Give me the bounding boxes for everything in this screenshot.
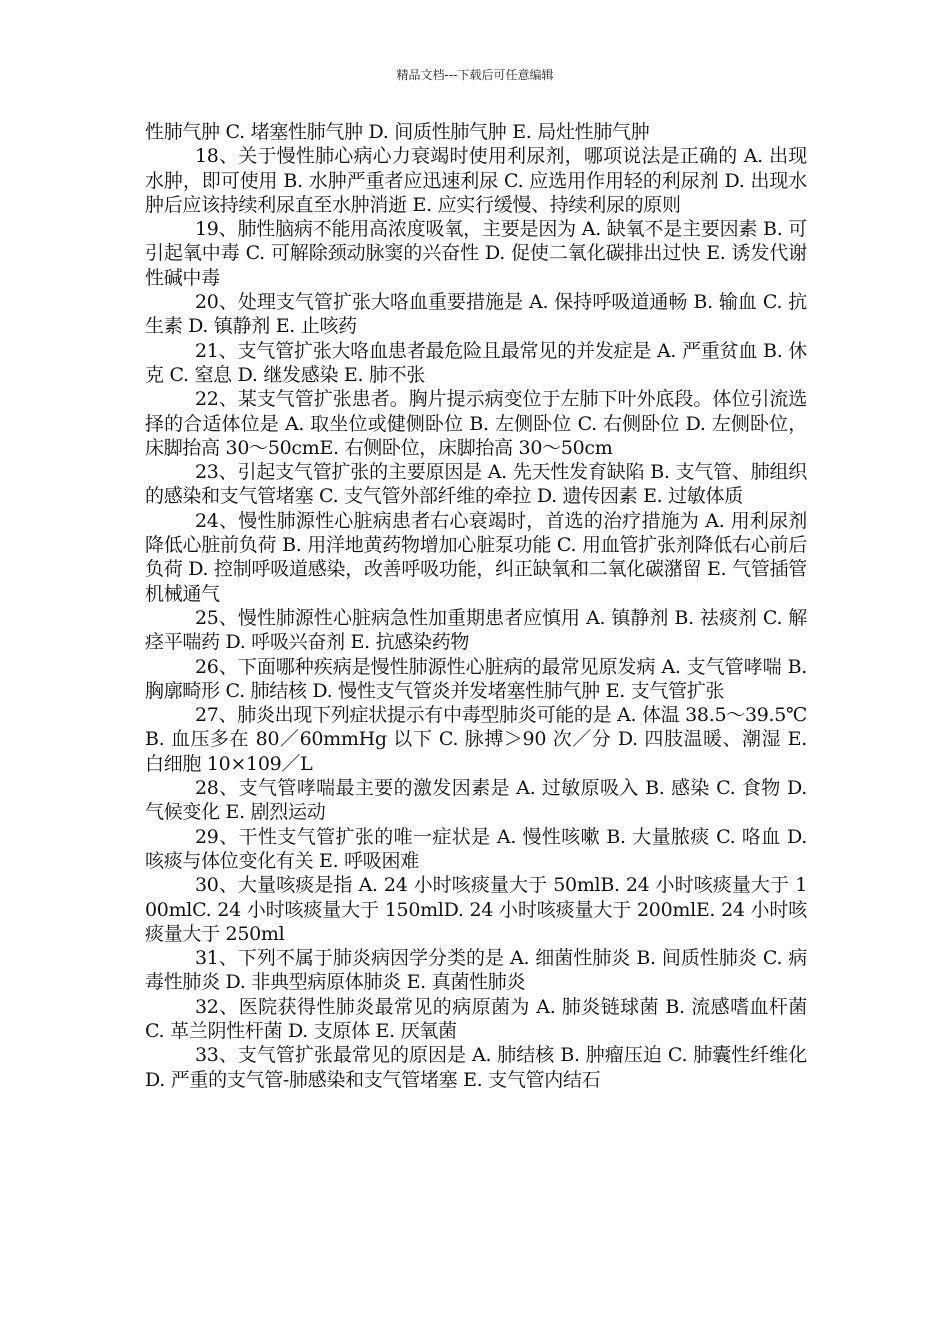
question-18: 18、关于慢性肺心病心力衰竭时使用利尿剂，哪项说法是正确的 A. 出现水肿，即可使用 B. 水肿严重者应迅速利尿 C. 应选用作用轻的利尿剂 D. 出现水肿后应该持续利尿直至水肿消逝 E. 应实行缓慢、持续利尿的原则: [145, 145, 807, 216]
question-28: 28、支气管哮喘最主要的激发因素是 A. 过敏原吸入 B. 感染 C. 食物 D. 气候变化 E. 剧烈运动: [145, 777, 807, 824]
question-23: 23、引起支气管扩张的主要原因是 A. 先天性发育缺陷 B. 支气管、肺组织的感染和支气管堵塞 C. 支气管外部纤维的牵拉 D. 遗传因素 E. 过敏体质: [145, 461, 807, 508]
question-24: 24、慢性肺源性心脏病患者右心衰竭时，首选的治疗措施为 A. 用利尿剂降低心脏前负荷 B. 用洋地黄药物增加心脏泵功能 C. 用血管扩张剂降低右心前后负荷 D. 控制呼吸道感染，改善呼吸功能，纠正缺氧和二氧化碳潴留 E. 气管插管机械通气: [145, 509, 807, 605]
question-20: 20、处理支气管扩张大咯血重要措施是 A. 保持呼吸道通畅 B. 输血 C. 抗生素 D. 镇静剂 E. 止咳药: [145, 291, 807, 338]
question-31: 31、下列不属于肺炎病因学分类的是 A. 细菌性肺炎 B. 间质性肺炎 C. 病毒性肺炎 D. 非典型病原体肺炎 E. 真菌性肺炎: [145, 947, 807, 994]
question-19: 19、肺性脑病不能用高浓度吸氧，主要是因为 A. 缺氧不是主要因素 B. 可引起氧中毒 C. 可解除颈动脉窦的兴奋性 D. 促使二氧化碳排出过快 E. 诱发代谢性碱中毒: [145, 218, 807, 289]
question-33: 33、支气管扩张最常见的原因是 A. 肺结核 B. 肿瘤压迫 C. 肺囊性纤维化 D. 严重的支气管-肺感染和支气管堵塞 E. 支气管内结石: [145, 1044, 807, 1091]
question-21: 21、支气管扩张大咯血患者最危险且最常见的并发症是 A. 严重贫血 B. 休克 C. 窒息 D. 继发感染 E. 肺不张: [145, 339, 807, 386]
question-30: 30、大量咳痰是指 A. 24 小时咳痰量大于 50mlB. 24 小时咳痰量大于 100mlC. 24 小时咳痰量大于 150mlD. 24 小时咳痰量大于 200mlE. 24 小时咳痰量大于 250ml: [145, 874, 807, 945]
document-body: [145, 120, 807, 1092]
question-29: 29、干性支气管扩张的唯一症状是 A. 慢性咳嗽 B. 大量脓痰 C. 咯血 D. 咳痰与体位变化有关 E. 呼吸困难: [145, 825, 807, 872]
question-25: 25、慢性肺源性心脏病急性加重期患者应慎用 A. 镇静剂 B. 祛痰剂 C. 解痉平喘药 D. 呼吸兴奋剂 E. 抗感染药物: [145, 606, 807, 654]
question-32: 32、医院获得性肺炎最常见的病原菌为 A. 肺炎链球菌 B. 流感嗜血杆菌 C. 革兰阴性杆菌 D. 支原体 E. 厌氧菌: [145, 995, 807, 1042]
question-22: 22、某支气管扩张患者。胸片提示病变位于左肺下叶外底段。体位引流选择的合适体位是 A. 取坐位或健侧卧位 B. 左侧卧位 C. 右侧卧位 D. 左侧卧位，床脚抬高 30～50cmE. 右侧卧位，床脚抬高 30～50cm: [145, 388, 807, 459]
question-26: 26、下面哪种疾病是慢性肺源性心脏病的最常见原发病 A. 支气管哮喘 B. 胸廓畸形 C. 肺结核 D. 慢性支气管炎并发堵塞性肺气肿 E. 支气管扩张: [145, 655, 807, 702]
page-header: 精品文档---下载后可任意编辑: [396, 68, 554, 82]
question-27: 27、肺炎出现下列症状提示有中毒型肺炎可能的是 A. 体温 38.5～39.5℃B. 血压多在 80／60mmHg 以下 C. 脉搏＞90 次／分 D. 四肢温暖、潮湿 E. 白细胞 10×109／L: [145, 704, 807, 775]
paragraph-continuation: 性肺气肿 C. 堵塞性肺气肿 D. 间质性肺气肿 E. 局灶性肺气肿: [145, 121, 650, 143]
